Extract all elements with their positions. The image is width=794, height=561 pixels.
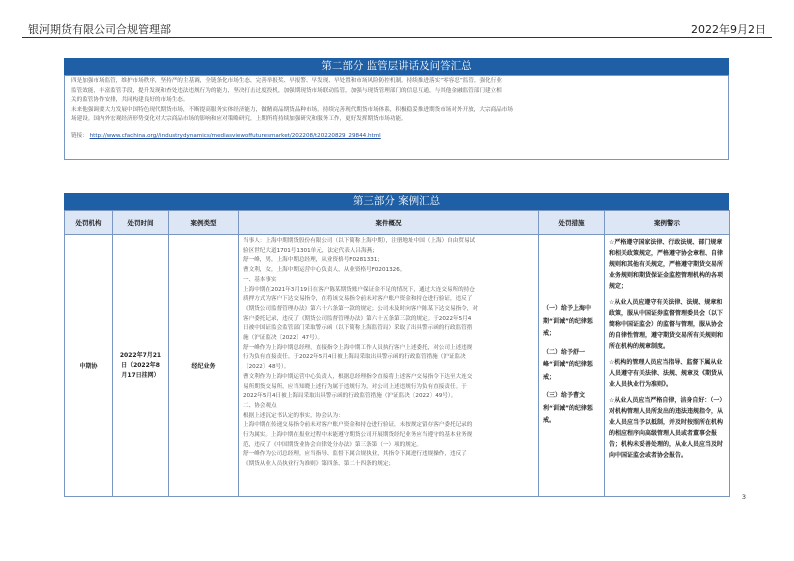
page-number: 3 xyxy=(741,493,746,501)
cell-summary xyxy=(239,235,539,497)
section2-line: 四是加强市场监管，维护市场秩序，坚持严的主基调，全链条化市场生态，完善举报奖、早报警、早发现、早处置和市场风险防控机制。持续推进落实“零容忍”监管，强化行业 xyxy=(71,78,502,84)
summary-line: 行为负有直接责任。于2022年5月4日被上海局采取出具警示函的行政监管措施（沪证监决 xyxy=(243,354,466,361)
col-header-penalty: 处罚措施 xyxy=(539,211,605,235)
summary-line: 当事人：上海中期期货股份有限公司（以下简称上海中期），注册地址中国（上海）自由贸易试 xyxy=(243,238,476,244)
summary-line: 客户委托记录，违反了《期货公司监督管理办法》第六十五条第三款的规定。于2022年5月4 xyxy=(243,315,472,322)
warning-item: ☆机构的管理人员应当指导、监督下属从业人员遵守有关法律、法规、规章及《期货从业人员执业行为准则》。 xyxy=(609,359,724,388)
section2-line: 场建设。国内外宏观经济形势变化对大宗商品市场的影响和应对策略研究，上期所将持续加强研究和服务工作，更好发挥期货市场功能。 xyxy=(71,116,407,123)
summary-line: 质押方式为客户下达交易指令，在将该交易指令前未对客户账户资金和持仓进行验证，违反了 xyxy=(243,296,473,303)
source-link[interactable]: http://www.cfachina.org//industrydynamics/mediasviewoffuturesmarket/202208/t20220829_29844.html xyxy=(89,132,381,139)
cell-type: 经纪业务 xyxy=(169,235,239,497)
penalty-item: （二）给予舒一峰“训诫”的纪律惩戒； xyxy=(543,348,593,381)
section2-line: 未来他强调要大力发展中国特色现代期货市场，不断提高服务实体经济能力，做精商品期货品种市场，持续完善现代期货市场体系，积极稳妥推进期货市场对外开放，大宗商品市场 xyxy=(71,106,513,113)
col-header-summary: 案件概况 xyxy=(239,211,539,235)
summary-line: 二、协会观点 xyxy=(243,402,277,409)
penalty-item: （一）给予上海中期“训诫”的纪律惩戒； xyxy=(543,305,593,338)
table-header-row xyxy=(65,211,730,235)
cell-org: 中期协 xyxy=(65,235,113,497)
summary-line: 日被中国证监会监管部门采取警示函（以下简称上海监管局）采取了出具警示函的行政监管措 xyxy=(243,325,473,332)
col-header-warning: 案例警示 xyxy=(605,211,730,235)
section2-line: 关的监管协作安排，共同构建良好的市场生态。 xyxy=(71,97,189,104)
summary-line: 舒一峰，男，上海中期总经理，从业资格号F0281331； xyxy=(243,257,384,264)
summary-line: 验区世纪大道1701号1301单元，法定代表人吕海燕； xyxy=(243,247,378,254)
summary-line: 上海中期在2021年3月19日在客户陈某期货账户保证金不足的情况下，通过大连交易所的持仓 xyxy=(243,286,475,293)
summary-line: 一、基本事实 xyxy=(243,276,277,283)
header-date: 2022年9月2日 xyxy=(691,23,766,36)
case-table xyxy=(64,210,730,497)
page-header xyxy=(22,19,772,38)
company-name: 银河期货有限公司合规管理部 xyxy=(28,23,171,36)
summary-line: 施（沪证监决〔2022〕47号）。 xyxy=(243,335,324,342)
warning-item: ☆从业人员应当严格自律，洁身自好：（一）对机构管理人员所发出的违法违规指令，从业人员应当予以抵制，并及时按照所在机构的相应程序向高级管理人员或者董事会报告；机构未妥善处理的，从业人员应当及时向中国证监会或者协会报告。 xyxy=(609,397,724,459)
summary-line: 2022年5月4日被上海局采取出具警示函的行政监管措施（沪证监决〔2022〕49号）。 xyxy=(243,393,457,400)
cell-penalty xyxy=(539,235,605,497)
section2-link-line xyxy=(71,132,722,142)
table-row xyxy=(65,235,730,497)
warning-item: ☆从业人员应遵守有关法律、法规、规章和政策，服从中国证券监督管理委员会（以下简称中国证监会）的监督与管理，服从协会的自律性管理，遵守期货交易所有关规则和所在机构的规章制度。 xyxy=(609,299,724,350)
section3-title: 第三部分 案例汇总 xyxy=(64,193,729,210)
summary-line: 易所期货交易所，应当知晓上述行为属于违规行为，对公司上述违规行为负有直接责任。于 xyxy=(243,383,467,390)
summary-line: 根据上述沉定书认定的事实，协会认为： xyxy=(243,412,344,419)
summary-line: 《期货从业人员执业行为准则》第四条、第二十四条的规定； xyxy=(243,461,395,468)
summary-line: 舒一峰作为上海中期总经理，直接指令上海中期工作人员执行客户上述委托，对公司上述违规 xyxy=(243,344,473,351)
warning-item: ☆严格遵守国家法律、行政法规、部门规章和相关政策规定，严格遵守协会章程、自律规则和其他有关规定，严格遵守期货交易所业务规则和期货保证金监控管理机构的各项规定； xyxy=(609,239,724,290)
col-header-type: 案例类型 xyxy=(169,211,239,235)
cell-time: 2022年7月21日（2022年8月17日挂网） xyxy=(113,235,169,497)
section2-line: 监管效能，丰富监管手段，提升发现和查处违法违规行为的能力，坚决打击过度投机，加强期现货市场联动监管，加强与现货管理部门的信息互通，与其他金融监管部门建立相 xyxy=(71,87,502,94)
summary-line: 范，违反了《中国期货业协会自律处分办法》第三条第（一）项的规定。 xyxy=(243,441,423,448)
summary-line: 曹文利作为上海中期运营中心负责人，根据总经理指令直接将上述客户交易指令下达至大连交 xyxy=(243,373,473,380)
col-header-time: 处罚时间 xyxy=(113,211,169,235)
summary-line: 上海中期在传递交易指令前未对客户账户资金和持仓进行验证，未按规定留存客户委托记录的 xyxy=(243,422,473,429)
link-label: 链接： xyxy=(71,132,88,139)
summary-line: 舒一峰作为公司总经理，应当指导、监督下属合规执业，其指令下属进行违规操作，违反了 xyxy=(243,451,467,458)
summary-line: 〔2022〕48号）。 xyxy=(243,364,290,371)
section2-title: 第二部分 监管层讲话及问答汇总 xyxy=(64,58,729,75)
summary-line: 曹文利，女，上海中期运营中心负责人，从业资格号F0201326。 xyxy=(243,267,406,274)
cell-warning xyxy=(605,235,730,497)
summary-line: 行为属实。上海中期在报业过程中未能遵守期货公司开展期货经纪业务应当遵守的基本业务规 xyxy=(243,432,473,439)
summary-line: 《期货公司监督管理办法》第六十六条第一款的规定；公司未及时向客户陈某下达交易指令，对 xyxy=(243,305,478,312)
col-header-org: 处罚机构 xyxy=(65,211,113,235)
section2-body xyxy=(64,75,729,160)
penalty-item: （三）给予曹文利“训诫”的纪律惩戒。 xyxy=(543,392,593,425)
